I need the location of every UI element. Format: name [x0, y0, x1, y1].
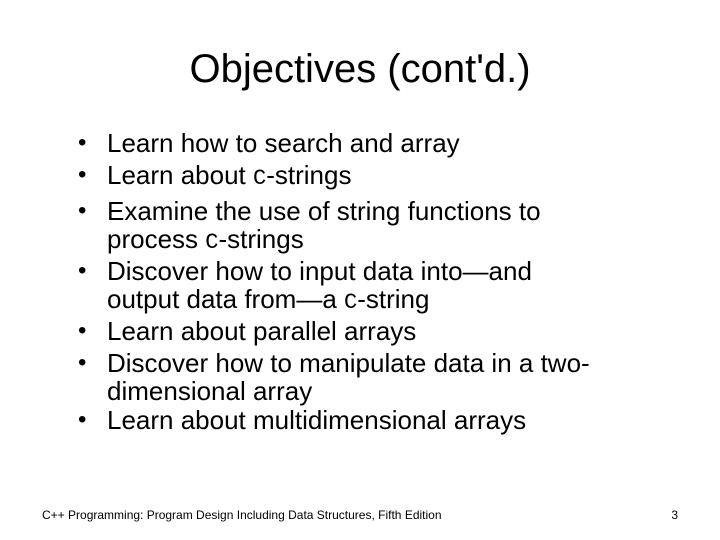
bullet-text: -strings	[266, 160, 352, 190]
bullet-text: output data from—a	[107, 284, 345, 314]
bullet-text: process	[107, 224, 206, 254]
bullet-dot: •	[78, 129, 87, 156]
bullet-text: dimensional array	[107, 376, 313, 406]
bullet-line	[107, 159, 678, 195]
code-term: C	[205, 230, 219, 255]
bullet-dot: •	[78, 349, 87, 376]
bullet-dot: •	[78, 257, 87, 284]
bullet-item	[78, 255, 678, 315]
bullet-line	[107, 376, 678, 406]
bullet-dot: •	[78, 406, 87, 433]
bullet-text: Learn about multidimensional arrays	[107, 405, 527, 435]
bullet-text: Discover how to input data into—and	[107, 256, 532, 286]
slide-title: Objectives (cont'd.)	[189, 47, 531, 91]
bullet-item	[78, 347, 678, 404]
bullet-item	[78, 127, 678, 159]
bullet-text: Learn about	[107, 160, 254, 190]
page-number: 3	[671, 508, 678, 522]
objectives-list	[78, 127, 678, 436]
bullet-text: -string	[357, 284, 430, 314]
bullet-line	[107, 347, 678, 379]
code-term: C	[344, 290, 358, 315]
bullet-line	[107, 404, 678, 436]
bullet-text: Learn about parallel arrays	[107, 316, 417, 346]
bullet-dot: •	[78, 317, 87, 344]
bullet-text: Discover how to manipulate data in a two-	[107, 348, 590, 378]
code-term: C	[253, 166, 267, 191]
bullet-line	[107, 195, 678, 227]
bullet-text: Examine the use of string functions to	[107, 196, 541, 226]
bullet-item	[78, 404, 678, 436]
bullet-line	[107, 315, 678, 347]
bullet-text: -strings	[218, 224, 304, 254]
bullet-dot: •	[78, 161, 87, 188]
bullet-dot: •	[78, 197, 87, 224]
bullet-line	[107, 127, 678, 159]
bullet-item	[78, 315, 678, 347]
bullet-item	[78, 195, 678, 255]
bullet-item	[78, 159, 678, 195]
bullet-line	[107, 284, 678, 315]
bullet-text: Learn how to search and array	[107, 128, 460, 158]
footer-text: C++ Programming: Program Design Including Data Structures, Fifth Edition	[42, 508, 442, 522]
bullet-line	[107, 255, 678, 287]
bullet-line	[107, 224, 678, 255]
